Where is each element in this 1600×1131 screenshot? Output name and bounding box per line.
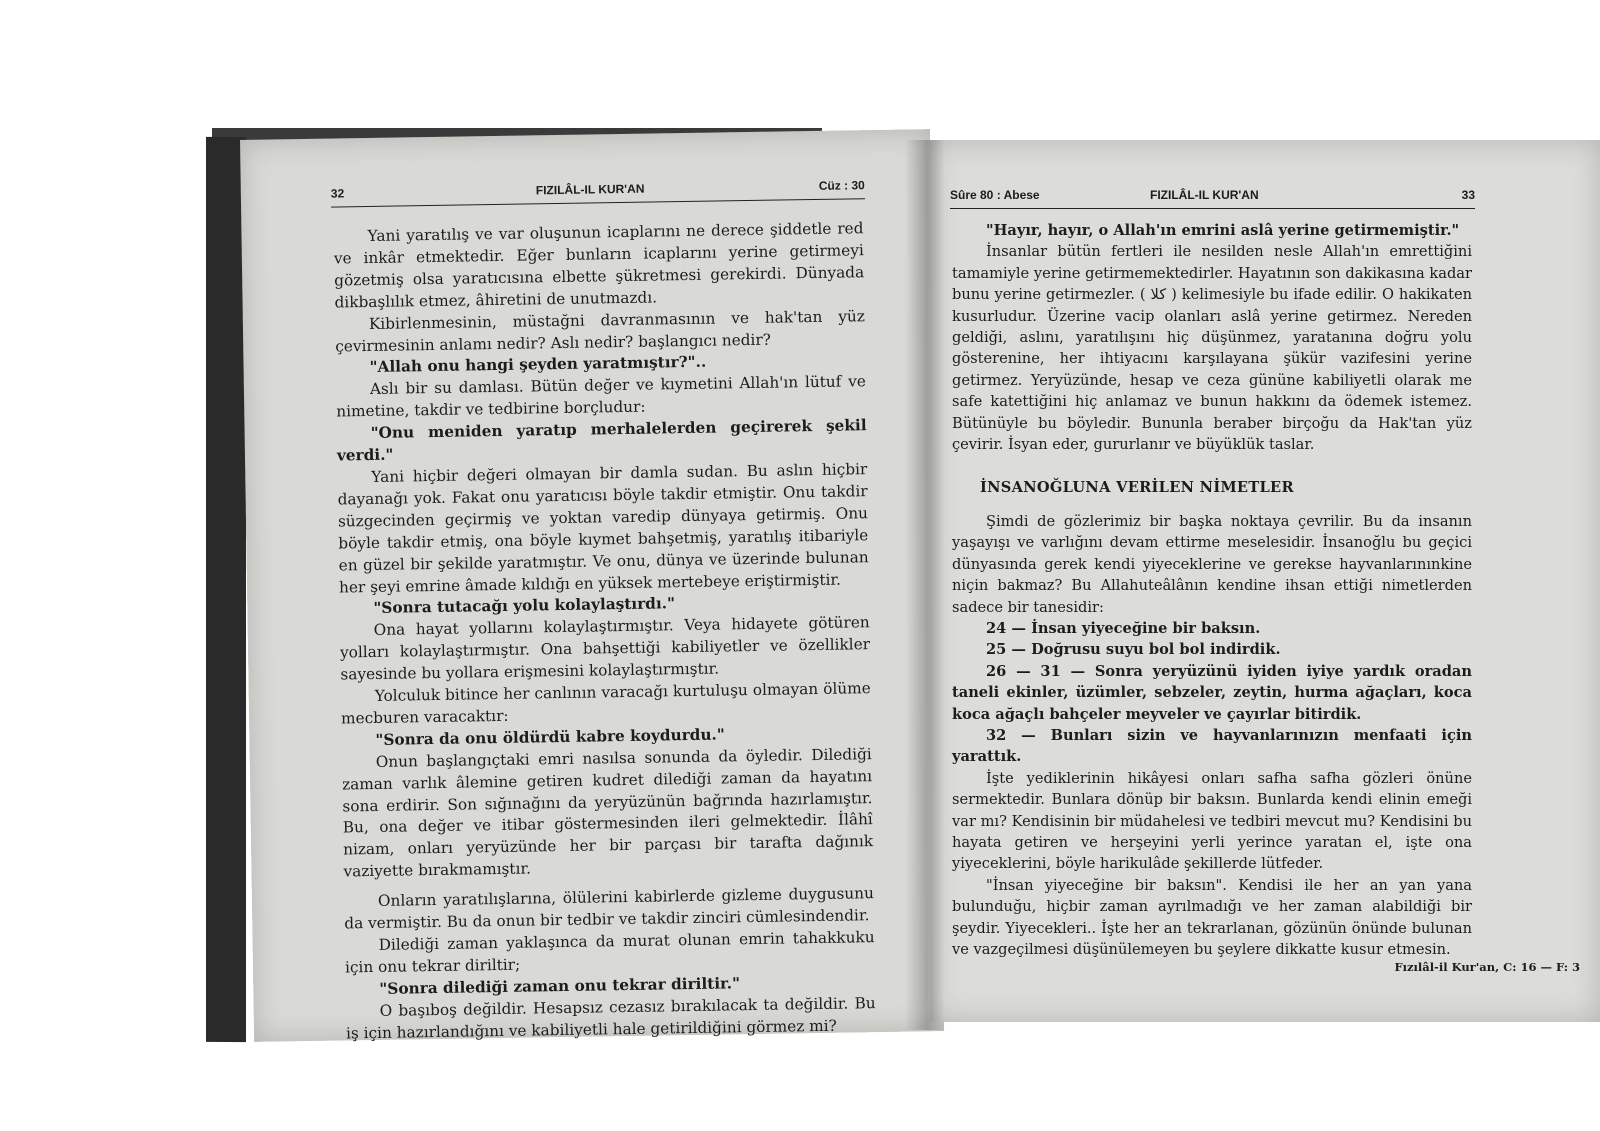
right-paragraphs-before — [952, 220, 1472, 455]
book-spine — [206, 137, 246, 1042]
book-gutter-shadow — [905, 140, 945, 1030]
quoted-verse: 25 — Doğrusu suyu bol bol indirdik. — [986, 641, 1281, 659]
left-page-body — [333, 218, 876, 1045]
paragraph: İşte yediklerinin hikâyesi onları safha safha gözleri önüne sermektedir. Bunlara dönüp bir baksın. Bunlarda kendi elinin emeği var mı? Kendisinin bir müdahelesi ve tedbiri mevcut mu? Kendisini bu hayata getiren ve herşeyini yerli yerince yaratan el, işte ona yiyeceklerini, böyle harikulâde şekillerde lütfeder. — [952, 769, 1472, 873]
paragraph: Yani yaratılış ve var oluşunun icaplarını ne derece şiddetle red ve inkâr etmektedir. Eğer bunların icaplarını yerine getirmeyi gözetmiş olsa yaratıcısına elbette şükretmesi gerekirdi. Dünyada dikbaşlılık etmez, âhiretini de unutmazdı. — [333, 219, 865, 312]
section-title: İNSANOĞLUNA VERİLEN NİMETLER — [980, 479, 1294, 497]
right-page-body — [952, 220, 1472, 960]
paragraph: Yani hiçbir değeri olmayan bir damla sudan. Bu aslın hiçbir dayanağı yok. Fakat onu yaratıcısı böyle takdir etmiştir. Onu takdir süzgecinden geçirmiş ve yoktan varedip dünyaya getirmiş. Onu böyle takdir etmiş, ona böyle kıymet bahşetmiş, yaratılış itibariyle en güzel bir şekilde yaratmıştır. Ve onu, dünya ve üzerinde bulunan her şeyi emrine âmade kıldığı en yüksek mertebeye eriştirmiştir. — [337, 460, 869, 596]
paragraph: Yolculuk bitince her canlının varacağı kurtuluşu olmayan ölüme mecburen varacaktır: — [340, 679, 871, 728]
paragraph: "İnsan yiyeceğine bir baksın". Kendisi ile her an yan yana bulunduğu, hiçbir zaman ayrılmadığı ve her zaman alabildiği bir şeydir. Yiyecekleri.. İşte her an tekrarlanan, gözünün önünde bulunan ve vazgeçilmesi düşünülemeyen bu şeylere dikkatte kusur etmesin. — [952, 876, 1472, 958]
quoted-verse: 24 — İnsan yiyeceğine bir baksın. — [986, 619, 1261, 637]
right-page-header — [950, 188, 1475, 209]
left-page — [240, 129, 944, 1042]
running-title: FIZILÂL-IL KUR'AN — [535, 181, 645, 198]
page-footer: Fızılâl-il Kur'an, C: 16 — F: 3 — [1394, 960, 1580, 974]
quoted-verse: "Allah onu hangi şeyden yaratmıştır?".. — [369, 353, 707, 377]
left-page-header — [331, 178, 865, 207]
quoted-verse: 32 — Bunları sizin ve hayvanlarınızın menfaati için yarattık. — [952, 726, 1472, 766]
paragraph: Kibirlenmesinin, müstağni davranmasının ve hak'tan yüz çevirmesinin anlamı nedir? Aslı nedir? başlangıcı nedir? — [335, 306, 865, 356]
page-number: 33 — [1461, 188, 1475, 202]
paragraph: Ona hayat yollarını kolaylaştırmıştır. Veya hidayete götüren yolları kolaylaştırmıştır. Ona bahşettiği kabiliyetler ve özellikler sayesinde bu yollara erişmesini kolaylaştırmıştır. — [339, 613, 871, 684]
quoted-verse: "Sonra da onu öldürdü kabre koydurdu." — [375, 725, 725, 749]
right-page — [930, 140, 1600, 1022]
surah-label: Sûre 80 : Abese — [950, 188, 1040, 202]
paragraph: Şimdi de gözlerimiz bir başka noktaya çevrilir. Bu da insanın yaşayışı ve varlığını devam ettirme meselesidir. İnsanoğlu bu geçici dünyasında gerek kendi yiyeceklerine ve gerekse hayvanlarınınkine niçin bakmaz? Bu Allahuteâlânın kendine ihsan ettiği nimetlerden sadece bir tanesidir: — [952, 512, 1472, 616]
quoted-verse: "Onu meniden yaratıp merhalelerden geçirerek şekil verdi." — [336, 416, 867, 465]
paragraph: Aslı bir su damlası. Bütün değer ve kıymetini Allah'ın lütuf ve nimetine, takdir ve tedbirine borçludur: — [336, 372, 867, 421]
right-paragraphs-after — [952, 511, 1472, 961]
quoted-verse: "Sonra dilediği zaman onu tekrar diriltir." — [379, 974, 741, 998]
paragraph: Onların yaratılışlarına, ölülerini kabirlerde gizleme duygusunu da vermiştir. Bu da onun bir tedbir ve takdir zinciri cümlesindendir. — [344, 884, 875, 933]
paragraph: Dilediği zaman yaklaşınca da murat olunan emrin tahakkuku için onu tekrar diriltir; — [344, 928, 875, 977]
quoted-verse: 26 — 31 — Sonra yeryüzünü iyiden iyiye yardık oradan taneli ekinler, üzümler, sebzeler, zeytin, hurma ağaçları, koca koca ağaçlı bahçeler meyveler ve çayırlar bitirdik. — [952, 662, 1472, 723]
running-title: FIZILÂL-IL KUR'AN — [1150, 188, 1259, 202]
paragraph: İnsanlar bütün fertleri ile nesilden nesle Allah'ın emrettiğini tamamiyle yerine getirmemektedirler. Hayatının son dakikasına kadar bunu yerine getirmezler. ( كلا ) kelimesiyle bu ifade edilir. O hakikaten kusurludur. Üzerine vacip olanları aslâ yerine getirmez. Nereden geldiği, aslını, yaratılışını hiç düşünmez, yaratanına doğru yolu gösterenine, her ihtiyacını karşılayana şükür vazifesini yerine getirmez. Yeryüzünde, hesap ve ceza gününe kabiliyetli olarak me safe katettiğini hiç anlamaz ve bunun hakkını da ödemek istemez. Bütünüyle bu böyledir. Bununla beraber birçoğu da Hak'tan yüz çevirir. İsyan eder, gururlanır ve büyüklük taslar. — [952, 243, 1472, 454]
page-number: 32 — [330, 186, 345, 201]
paragraph: Onun başlangıçtaki emri nasılsa sonunda da öyledir. Dilediği zaman varlık âlemine getiren kudret dilediği zaman da hayatını sona erdirir. Son sığınağını da yeryüzünün bağrında hazırlamıştır. Bu, ona değer ve itibar göstermesinden ileri gelmektedir. İlâhî nizam, onları yeryüzünde her bir parçası bir tarafta dağınık vaziyette bırakmamıştır. — [341, 744, 874, 881]
paragraph: O başıboş değildir. Hesapsız cezasız bırakılacak ta değildir. Bu iş için hazırlandığını ve kabiliyetli hale getirildiğini görmez mi? — [345, 993, 876, 1043]
quoted-verse: "Sonra tutacağı yolu kolaylaştırdı." — [373, 594, 676, 618]
part-label: Cüz : 30 — [818, 178, 865, 193]
quoted-verse: "Hayır, hayır, o Allah'ın emrini aslâ yerine getirmemiştir." — [986, 222, 1460, 239]
